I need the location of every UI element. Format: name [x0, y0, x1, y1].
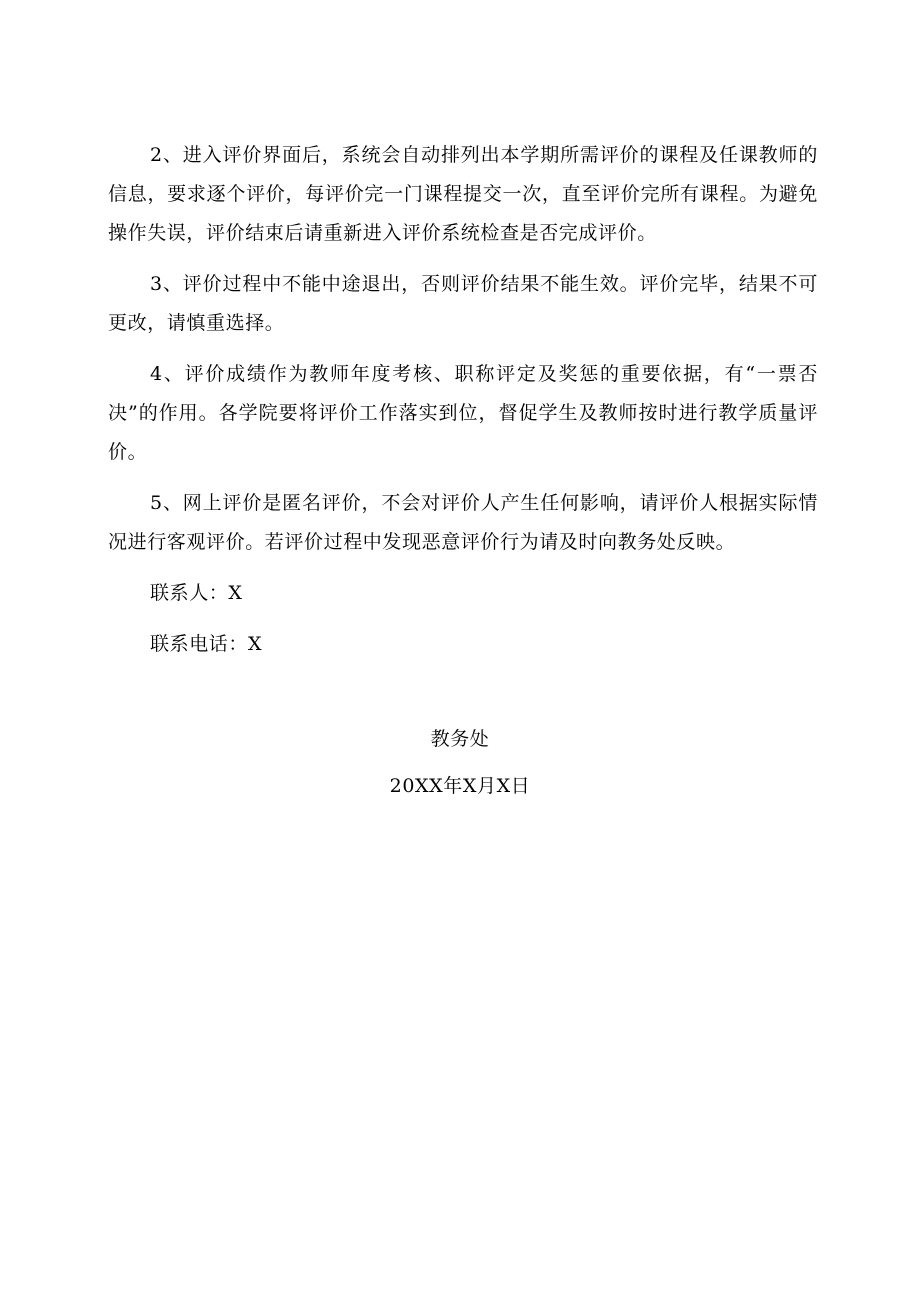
document-body: [108, 136, 818, 676]
signature-date: 20XX年X月X日: [389, 775, 531, 797]
signature-office: 教务处: [430, 728, 490, 750]
paragraph-item-4: 4、评价成绩作为教师年度考核、职称评定及奖惩的重要依据，有“一票否决”的作用。各学院要将评价工作落实到位，督促学生及教师按时进行教学质量评价。: [108, 363, 818, 463]
contact-person: 联系人：X: [150, 582, 243, 604]
paragraph-item-3: 3、评价过程中不能中途退出，否则评价结果不能生效。评价完毕，结果不可更改，请慎重选择。: [108, 273, 818, 334]
paragraph-item-5: 5、网上评价是匿名评价，不会对评价人产生任何影响，请评价人根据实际情况进行客观评价。若评价过程中发现恶意评价行为请及时向教务处反映。: [108, 492, 818, 553]
contact-phone: 联系电话：X: [150, 633, 263, 655]
paragraph-item-2: 2、进入评价界面后，系统会自动排列出本学期所需评价的课程及任课教师的信息，要求逐个评价，每评价完一门课程提交一次，直至评价完所有课程。为避免操作失误，评价结束后请重新进入评价系统检查是否完成评价。: [108, 144, 818, 244]
